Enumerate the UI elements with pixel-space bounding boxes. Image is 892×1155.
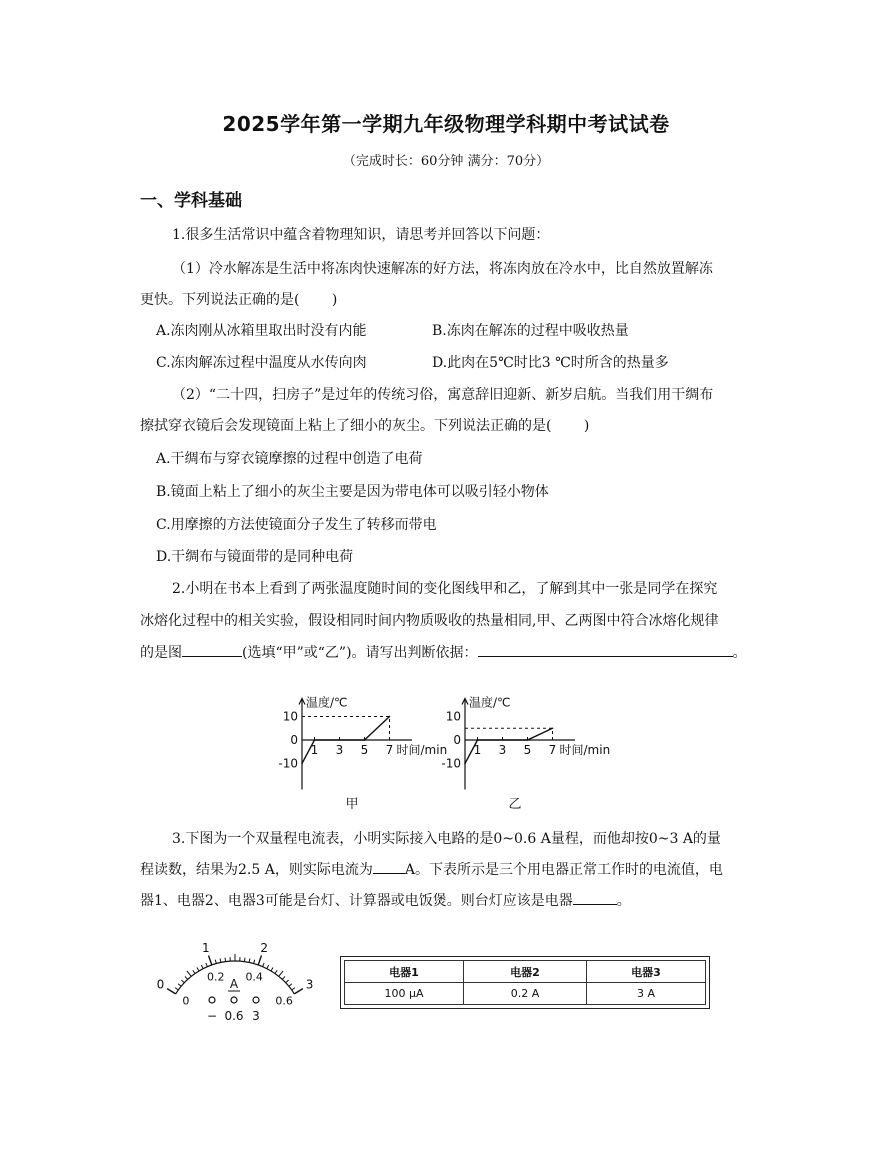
ammeter-inner-label-3: 0.6 (275, 994, 293, 1008)
data-point (301, 763, 303, 765)
ammeter-tick (279, 971, 283, 976)
ammeter-inner-label-0: 0 (182, 994, 190, 1008)
q1-part1-option-a: A.冻肉刚从冰箱里取出时没有内能 (156, 323, 367, 339)
ammeter-tick (167, 989, 175, 994)
terminal-3[interactable] (253, 997, 259, 1003)
q2-line3-text-b: (选填“甲”或“乙”)。请写出判断依据： (242, 645, 478, 661)
x-tick-label: 7 (385, 743, 394, 757)
data-point (389, 716, 391, 718)
ammeter-tick (185, 976, 188, 979)
x-tick-label: 7 (548, 743, 557, 757)
q1-part2-line1: （2）“二十四，扫房子”是过年的传统习俗，寓意辞旧迎新、新岁启航。当我们用干绸布 (172, 387, 714, 403)
table-cell-device-1: 100 μA (345, 983, 464, 1005)
terminal-label-3: 3 (252, 1009, 260, 1023)
data-point (314, 739, 316, 741)
data-point (364, 739, 366, 741)
ammeter-inner-label-2: 0.4 (245, 970, 263, 984)
y-tick-label: 10 (282, 709, 298, 724)
q3-answer-blank-device[interactable] (573, 890, 617, 905)
page-subtitle: （完成时长：60分钟 满分：70分） (342, 154, 550, 169)
temperature-charts (270, 676, 630, 816)
q1-part1-line2: 更快。下列说法正确的是( ) (140, 292, 338, 308)
terminal-label-negative: − (206, 1009, 218, 1023)
terminal-negative[interactable] (209, 997, 215, 1003)
figure-caption: 甲 (345, 797, 359, 812)
y-tick-label: -10 (441, 756, 461, 771)
q1-part2-option-a: A.干绸布与穿衣镜摩擦的过程中创造了电荷 (156, 451, 423, 467)
q1-part1-option-b: B.冻肉在解冻的过程中吸收热量 (432, 323, 629, 339)
q2-answer-blank-reason[interactable] (478, 642, 733, 657)
ammeter-tick (201, 965, 203, 969)
table-header-device-1: 电器1 (345, 961, 464, 983)
q1-part1-line1: （1）冷水解冻是生活中将冻肉快速解冻的好方法，将冻肉放在冷水中，比自然放置解冻 (172, 261, 713, 277)
x-tick-label: 3 (498, 743, 507, 757)
ammeter-tick (258, 956, 261, 965)
ammeter-outer-label-1: 1 (202, 940, 210, 955)
ammeter-tick (225, 958, 226, 962)
q1-part1-option-d: D.此肉在5℃时比3 ℃时所含的热量多 (432, 355, 669, 371)
x-tick-label: 5 (360, 743, 369, 757)
x-tick-label: 1 (473, 743, 482, 757)
q1-part2-option-d: D.干绸布与镜面带的是同种电荷 (156, 549, 354, 565)
q2-line1: 2.小明在书本上看到了两张温度随时间的变化图线甲和乙，了解到其中一张是同学在探究 (172, 581, 718, 597)
y-tick-label: 10 (445, 709, 461, 724)
data-point (464, 763, 466, 765)
ammeter-tick (254, 960, 255, 964)
chart-yi (441, 695, 610, 813)
ammeter-inner-label-1: 0.2 (207, 970, 225, 984)
terminal-0-6[interactable] (231, 997, 237, 1003)
device-current-table (344, 960, 706, 1005)
ammeter-diagram (156, 926, 314, 1026)
ammeter-tick (244, 958, 245, 962)
ammeter-unit-label: A (229, 977, 239, 991)
y-tick-label: -10 (278, 756, 298, 771)
ammeter-tick (249, 959, 250, 963)
ammeter-tick (267, 965, 269, 969)
terminal-label-0-6: 0.6 (224, 1009, 244, 1023)
device-table-frame (340, 956, 710, 1009)
ammeter-tick (286, 980, 289, 983)
ammeter-tick (275, 970, 277, 973)
q3-line2-text-b: A。下表所示是三个用电器正常工作时的电流值，电 (404, 862, 723, 878)
table-cell-device-2: 0.2 A (464, 983, 587, 1005)
q3-line2 (140, 859, 723, 879)
ammeter-tick (197, 968, 199, 971)
ammeter-tick (187, 971, 191, 976)
ammeter-tick (263, 963, 265, 967)
q3-line1: 3.下图为一个双量程电流表，小明实际接入电路的是0~0.6 A量程，而他却按0~3 A的量 (172, 831, 721, 847)
q3-line3 (140, 890, 631, 910)
ammeter-tick (294, 989, 302, 994)
ammeter-outer-label-3: 3 (305, 977, 314, 992)
data-point (477, 739, 479, 741)
q2-line2: 冰熔化过程中的相关实验，假设相同时间内物质吸收的热量相同,甲、乙两图中符合冰熔化规律 (140, 613, 719, 629)
ammeter-tick (215, 960, 216, 964)
ammeter-tick (206, 963, 208, 967)
table-row (345, 983, 706, 1005)
ammeter-tick (181, 980, 184, 983)
y-axis-label: 温度/℃ (469, 695, 511, 710)
x-tick-label: 3 (335, 743, 344, 757)
q2-line3-text-a: 的是图 (140, 645, 182, 661)
ammeter-tick (193, 970, 195, 973)
ammeter-tick (289, 984, 292, 987)
ammeter-outer-label-0: 0 (156, 977, 165, 992)
q3-line3-text-a: 器1、电器2、电器3可能是台灯、计算器或电饭煲。则台灯应该是电器 (140, 893, 573, 909)
ammeter-tick (178, 984, 181, 987)
x-tick-label: 1 (310, 743, 319, 757)
ammeter-tick (271, 968, 273, 971)
table-cell-device-3: 3 A (587, 983, 706, 1005)
q1-stem: 1.很多生活常识中蕴含着物理知识，请思考并回答以下问题： (172, 227, 550, 243)
q2-answer-blank-figure[interactable] (182, 642, 242, 657)
table-header-device-2: 电器2 (464, 961, 587, 983)
q3-line2-text-a: 程读数，结果为2.5 A，则实际电流为 (140, 862, 373, 878)
q3-line3-text-b: 。 (616, 893, 631, 909)
ammeter-tick (220, 959, 221, 963)
page-title: 2025学年第一学期九年级物理学科期中考试试卷 (222, 112, 670, 136)
y-tick-label: 0 (290, 733, 298, 747)
q3-answer-blank-current[interactable] (373, 859, 405, 874)
ammeter-outer-label-2: 2 (260, 940, 268, 955)
section-heading: 一、学科基础 (140, 191, 242, 211)
y-tick-label: 0 (453, 733, 461, 747)
x-axis-label: 时间/min (559, 743, 611, 757)
ammeter-tick (292, 988, 295, 990)
y-axis-label: 温度/℃ (306, 695, 348, 710)
chart-jia (278, 695, 447, 813)
x-axis-label: 时间/min (396, 743, 448, 757)
q1-part2-option-b: B.镜面上粘上了细小的灰尘主要是因为带电体可以吸引轻小物体 (156, 484, 549, 500)
q1-part2-option-c: C.用摩擦的方法使镜面分子发生了转移而带电 (156, 517, 437, 533)
ammeter-tick (175, 988, 178, 990)
figure-caption: 乙 (508, 797, 522, 812)
q2-line3-text-c: 。 (732, 645, 747, 661)
data-point (552, 727, 554, 729)
table-header-row (345, 961, 706, 983)
x-tick-label: 5 (523, 743, 532, 757)
q1-part2-line2: 擦拭穿衣镜后会发现镜面上粘上了细小的灰尘。下列说法正确的是( ) (140, 418, 590, 434)
q1-part1-option-c: C.冻肉解冻过程中温度从水传向肉 (156, 355, 367, 371)
ammeter-tick (209, 956, 212, 965)
table-header-device-3: 电器3 (587, 961, 706, 983)
q2-line3 (140, 642, 747, 662)
ammeter-tick (282, 976, 285, 979)
data-point (527, 739, 529, 741)
